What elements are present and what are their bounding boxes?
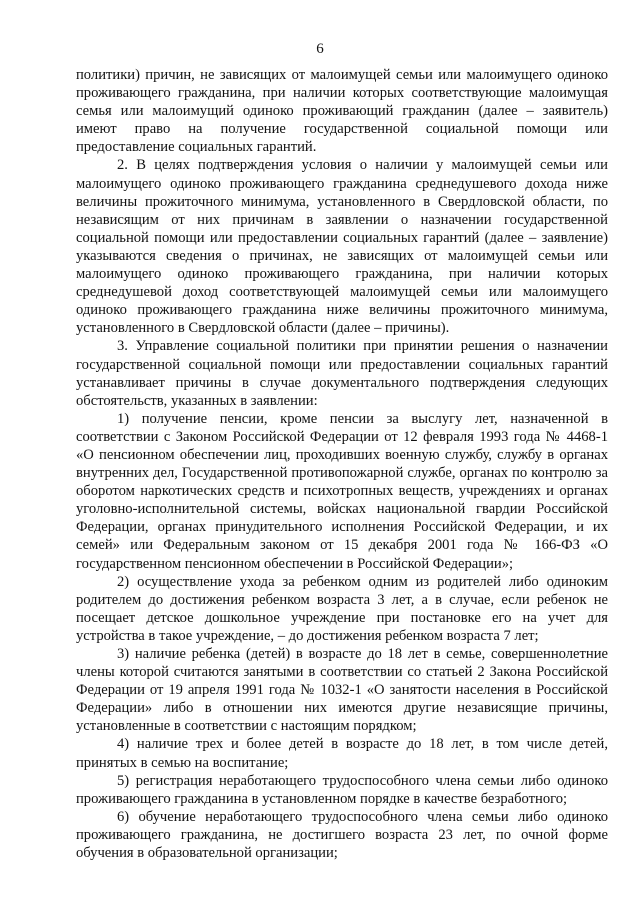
list-item-3: 3) наличие ребенка (детей) в возрасте до 18 лет в семье, совершеннолетние члены которой считаются занятыми в соответствии со статьей 2 Закона Российской Федерации от 19 апреля 1991 года № 1032-1 «О занятости населения в Российской Федерации» либо в отношении них имеются другие независящие причины, установленные в соответствии с настоящим порядком;: [76, 646, 608, 735]
list-item-5: 5) регистрация неработающего трудоспособного члена семьи либо одиноко проживающего гражданина в установленном порядке в качестве безработного;: [76, 772, 608, 807]
list-item-1: 1) получение пенсии, кроме пенсии за выслугу лет, назначенной в соответствии с Законом Российской Федерации от 12 февраля 1993 года № 4468-1 «О пенсионном обеспечении лиц, проходивших военную службу, службу в органах внутренних дел, Государственной противопожарной службе, органах по контролю за оборотом наркотических средств и психотропных веществ, учреждениях и органах уголовно-исполнительной системы, войсках национальной гвардии Российской Федерации, органах принудительного исполнения Российской Федерации, и их семей» или Федеральным законом от 15 декабря 2001 года № 166-ФЗ «О государственном пенсионном обеспечении в Российской Федерации»;: [76, 410, 608, 572]
document-body: [76, 66, 608, 862]
list-item-4: 4) наличие трех и более детей в возрасте до 18 лет, в том числе детей, принятых в семью на воспитание;: [76, 736, 608, 771]
list-item-6: 6) обучение неработающего трудоспособного члена семьи либо одиноко проживающего гражданина, не достигшего возраста 23 лет, по очной форме обучения в образовательной организации;: [76, 808, 608, 862]
list-item-2: 2) осуществление ухода за ребенком одним из родителей либо одиноким родителем до достижения ребенком возраста 3 лет, а в случае, если ребенок не посещает детское дошкольное учреждение при постановке его на учет для устройства в такое учреждение, – до достижения ребенком возраста 7 лет;: [76, 573, 608, 644]
page-number: 6: [316, 41, 324, 57]
paragraph-clause-3: 3. Управление социальной политики при принятии решения о назначении государственной социальной помощи или предоставлении социальных гарантий устанавливает причины в случае документального подтверждения следующих обстоятельств, указанных в заявлении:: [76, 338, 608, 409]
paragraph-continuation: политики) причин, не зависящих от малоимущей семьи или малоимущего одиноко проживающего гражданина, при наличии которых соответствующие малоимущая семья или малоимущий одиноко проживающий гражданин (далее – заявитель) имеют право на получение государственной социальной помощи или предоставление социальных гарантий.: [76, 67, 608, 156]
paragraph-clause-2: 2. В целях подтверждения условия о наличии у малоимущей семьи или малоимущего одиноко проживающего гражданина среднедушевого дохода ниже величины прожиточного минимума, установленного в Свердловской области, по независящим от них причинам в заявлении о назначении государственной социальной помощи или предоставлении социальных гарантий (далее – заявление) указываются сведения о причинах, не зависящих от малоимущей семьи или малоимущего одиноко проживающего гражданина, при наличии которых среднедушевой доход соответствующей малоимущей семьи или малоимущего одиноко проживающего гражданина ниже величины прожиточного минимума, установленного в Свердловской области (далее – причины).: [76, 157, 608, 337]
